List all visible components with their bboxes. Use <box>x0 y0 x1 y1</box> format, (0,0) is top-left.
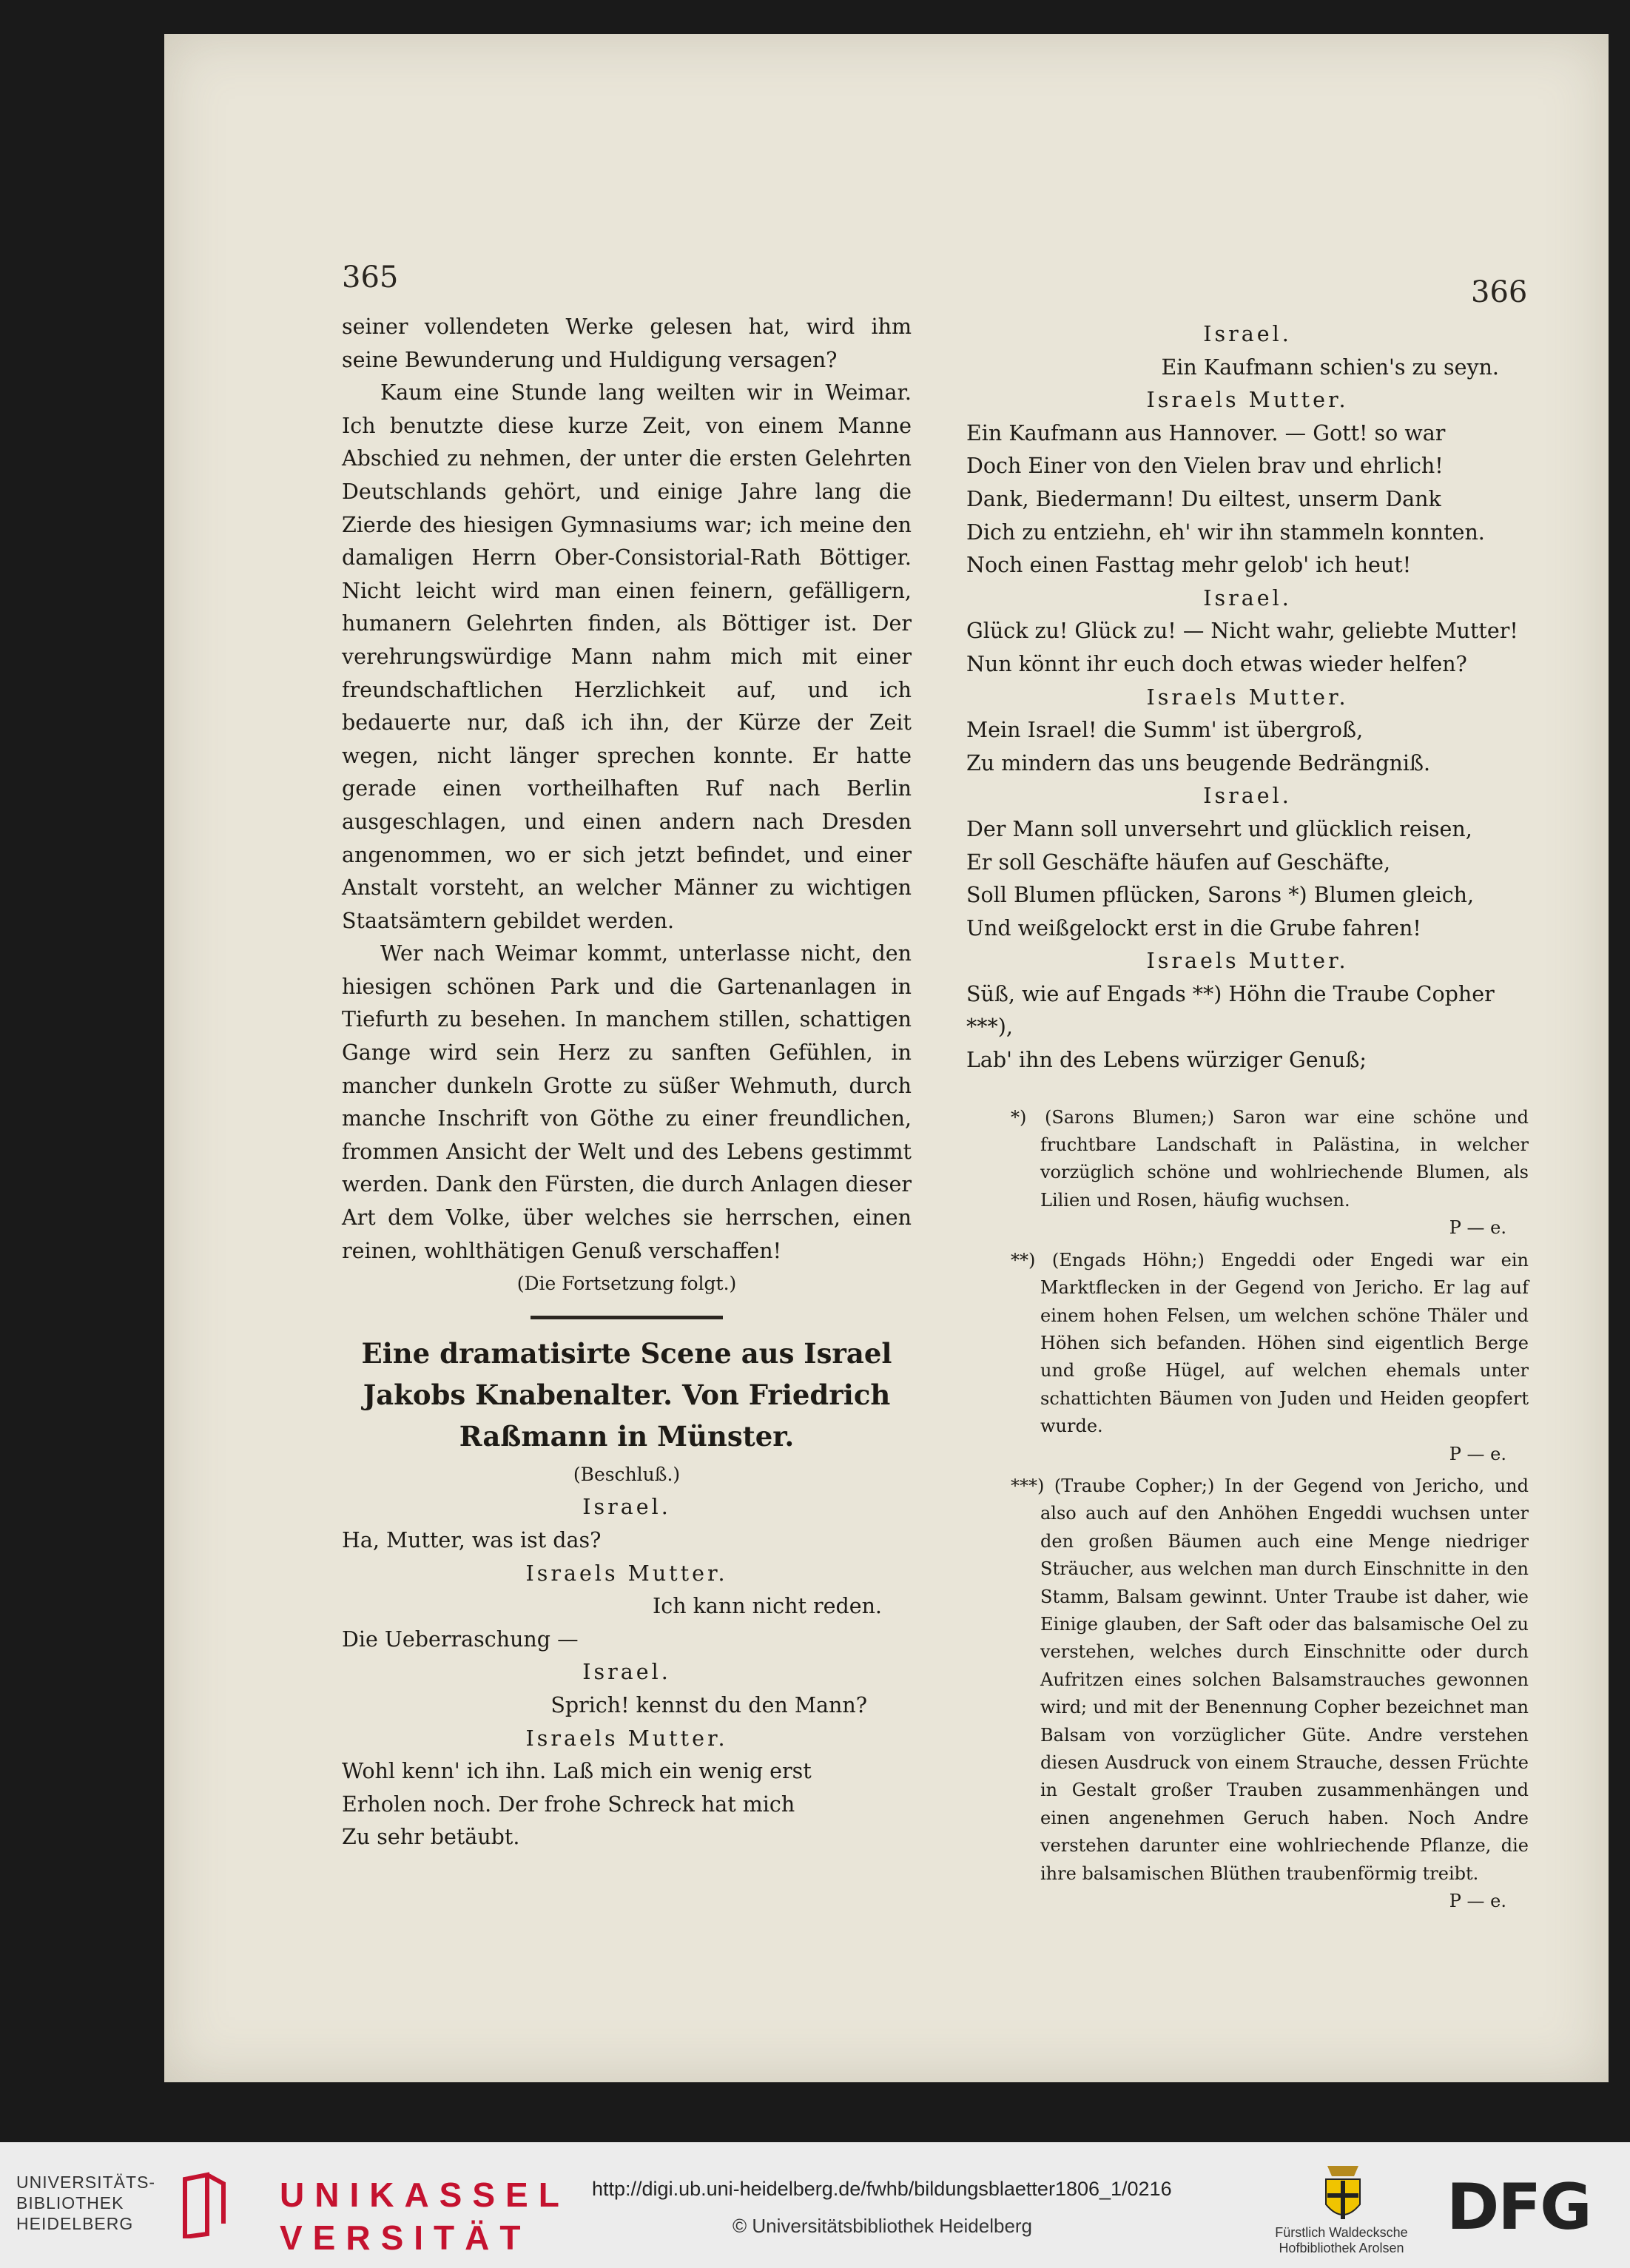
speaker-name: Israels Mutter. <box>1146 388 1349 413</box>
speaker-name: Israel. <box>582 1660 671 1685</box>
paragraph: Wer nach Weimar kommt, unterlasse nicht, den hiesigen schönen Park und die Gartenanlagen in Tiefurth zu besehen. In manchem stillen, schattigen Gange wird sein Herz zu sanften Gefühlen, in mancher dunkeln Grotte zu süßer Wehmuth, durch manche Inschrift von Göthe zu einer freundlichen, frommen Ansicht der Welt und des Lebens gestimmt werden. Dank den Fürsten, die durch Anlagen dieser Art dem Volke, über welches sie herrschen, einen reinen, wohlthätigen Genuß verschaffen! <box>342 941 912 1263</box>
article-title: Eine dramatisirte Scene aus Israel Jakobs Knabenalter. Von Friedrich Raßmann in Münster. <box>361 1336 892 1453</box>
copyright-text: © Universitätsbibliothek Heidelberg <box>733 2215 1033 2237</box>
section-divider <box>531 1316 723 1319</box>
footnote-signature: P — e. <box>1449 1891 1506 1912</box>
verse-line: Er soll Geschäfte häufen auf Geschäfte, <box>966 849 1391 875</box>
speaker-name: Israel. <box>582 1495 671 1520</box>
speaker-name: Israel. <box>1203 585 1292 610</box>
verse-line: Ha, Mutter, was ist das? <box>342 1528 602 1552</box>
verse-line: Wohl kenn' ich ihn. Laß mich ein wenig erst <box>342 1759 812 1784</box>
footnote: **) (Engads Höhn;) Engeddi oder Engedi war ein Marktflecken in der Gegend von Jericho. Er lag auf einem hohen Felsen, um welchen schöne Thäler und Höhen sich befanden. Höhen sind eigentlich Berge und große Hügel, auf welchen ehemals unter schattichten Bäumen von Juden und Heiden geopfert wurde. <box>1011 1249 1529 1437</box>
verse-line: Ein Kaufmann aus Hannover. — Gott! so war <box>966 420 1446 445</box>
arolsen-crest-icon <box>1317 2161 1369 2228</box>
speaker-name: Israel. <box>1203 784 1292 809</box>
footnotes <box>966 1104 1529 1916</box>
uni-kassel-logo: UNIKASSEL VERSITÄT <box>280 2176 570 2257</box>
footnote-signature: P — e. <box>1449 1443 1506 1464</box>
arolsen-library-name: Fürstlich Waldecksche Hofbibliothek Arolsen <box>1275 2225 1408 2255</box>
verse-line: Süß, wie auf Engads **) Höhn die Traube Copher ***), <box>966 981 1495 1040</box>
verse-line: Der Mann soll unversehrt und glücklich reisen, <box>966 816 1472 841</box>
footnote: *) (Sarons Blumen;) Saron war eine schöne und fruchtbare Landschaft in Palästina, in welcher vorzüglich schöne und wohlriechende Blumen, als Lilien und Rosen, häufig wuchsen. <box>1011 1106 1529 1211</box>
continued-note: (Die Fortsetzung folgt.) <box>516 1273 737 1295</box>
verse-line: Zu sehr betäubt. <box>342 1825 520 1850</box>
speaker-name: Israel. <box>1203 322 1292 346</box>
left-page-number: 365 <box>342 260 399 295</box>
paragraph: Kaum eine Stunde lang weilten wir in Weimar. Ich benutzte diese kurze Zeit, von einem Manne Abschied zu nehmen, der unter die ersten Gelehrten Deutschlands gehört, und einige Jahre lang die Zierde des hiesigen Gymnasiums war; ich meine den damaligen Herrn Ober-Consistorial-Rath Böttiger. Nicht leicht wird man einen feinern, gefälligern, humanern Gelehrten finden, als Böttiger ist. Der verehrungswürdige Mann nahm mich mit einer freundschaftlichen Herzlichkeit auf, und ich bedauerte nur, daß ich ihn, der Kürze der Zeit wegen, nicht länger sprechen konnte. Er hatte gerade einen vortheilhaften Ruf nach Berlin ausgeschlagen, und einen andern nach Dresden angenommen, wo er sich jetzt befindet, und einer Anstalt vorsteht, an welcher Männer zu wichtigen Staatsämtern gebildet werden. <box>342 380 912 933</box>
right-page-number: 366 <box>1471 275 1528 309</box>
verse-line: Sprich! kennst du den Mann? <box>550 1692 867 1717</box>
verse-line: Mein Israel! die Summ' ist übergroß, <box>966 718 1364 743</box>
right-page <box>966 318 1529 1915</box>
speaker-name: Israels Mutter. <box>525 1726 728 1751</box>
paragraph: seiner vollendeten Werke gelesen hat, wird ihm seine Bewunderung und Huldigung versagen? <box>342 314 912 372</box>
speaker-name: Israels Mutter. <box>525 1561 728 1586</box>
verse-line: Glück zu! Glück zu! — Nicht wahr, geliebte Mutter! <box>966 619 1518 644</box>
verse-line: Zu mindern das uns beugende Bedrängniß. <box>966 750 1431 775</box>
verse-line: Dank, Biedermann! Du eiltest, unserm Dank <box>966 486 1441 511</box>
verse-line: Doch Einer von den Vielen brav und ehrlich! <box>966 454 1444 479</box>
verse-line: Nun könnt ihr euch doch etwas wieder helfen? <box>966 651 1467 676</box>
footnote-signature: P — e. <box>1449 1217 1506 1239</box>
speaker-name: Israels Mutter. <box>1146 684 1349 710</box>
verse-line: Soll Blumen pflücken, Sarons *) Blumen gleich, <box>966 883 1475 908</box>
verse-line: Ein Kaufmann schien's zu seyn. <box>1161 354 1499 380</box>
verse-line: Lab' ihn des Lebens würziger Genuß; <box>966 1048 1367 1073</box>
left-page <box>342 311 912 1854</box>
verse-line: Dich zu entziehn, eh' wir ihn stammeln konnten. <box>966 519 1485 545</box>
speaker-name: Israels Mutter. <box>1146 949 1349 974</box>
permalink-url[interactable]: http://digi.ub.uni-heidelberg.de/fwhb/bildungsblaetter1806_1/0216 <box>592 2178 1172 2200</box>
footer-bar <box>0 2142 1630 2268</box>
conclusion-note: (Beschluß.) <box>573 1463 681 1485</box>
heidelberg-library-name: UNIVERSITÄTS- BIBLIOTHEK HEIDELBERG <box>16 2173 156 2233</box>
footnote: ***) (Traube Copher;) In der Gegend von Jericho, und also auch auf den Anhöhen Engeddi wuchsen unter den großen Bäumen auch eine Menge niedriger Sträucher, aus welchen man durch Einschnitte in den Stamm, Balsam gewinnt. Unter Traube ist daher, wie Einige glauben, der Saft oder das balsamische Oel zu verstehen, welches durch Einschnitte oder durch Aufritzen eines solchen Balsamstrauches gewonnen wird; und mit der Benennung Copher bezeichnet man Balsam von vorzüglicher Güte. Andre verstehen diesen Ausdruck von einem Strauche, dessen Früchte in Gestalt großer Trauben zusammenhängen und einen angenehmen Geruch haben. Noch Andre verstehen darunter eine wohlriechende Pflanze, die ihre balsamischen Blüthen traubenförmig treibt. <box>1011 1475 1529 1884</box>
verse-line: Die Ueberraschung — <box>342 1626 579 1652</box>
dfg-logo: DFG <box>1447 2170 1591 2244</box>
verse-line: Und weißgelockt erst in die Grube fahren! <box>966 915 1421 940</box>
verse-line: Ich kann nicht reden. <box>653 1594 882 1619</box>
verse-line: Noch einen Fasttag mehr gelob' ich heut! <box>966 553 1412 578</box>
verse-line: Erholen noch. Der frohe Schreck hat mich <box>342 1791 795 1817</box>
library-logo-icon <box>178 2172 229 2238</box>
